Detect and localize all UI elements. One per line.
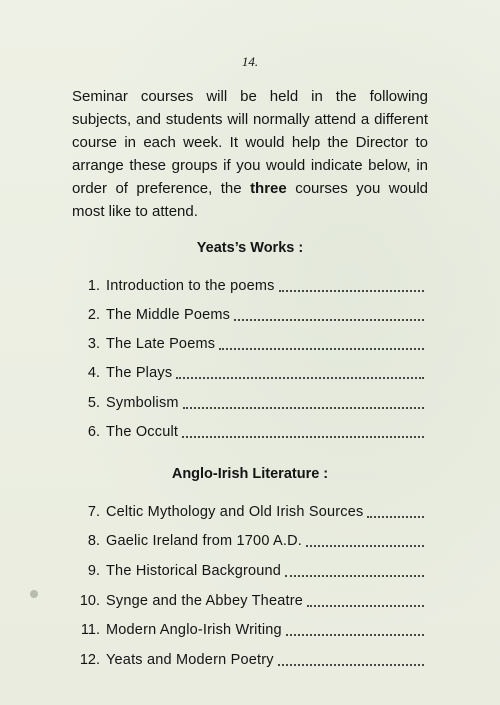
intro-emphasis: three bbox=[250, 180, 287, 197]
course-item bbox=[68, 422, 424, 442]
course-number: 10. bbox=[79, 593, 100, 609]
dotted-leader bbox=[306, 531, 424, 547]
course-number: 12. bbox=[79, 652, 100, 668]
dotted-leader bbox=[307, 591, 424, 607]
course-title: The Late Poems bbox=[106, 336, 216, 352]
course-item bbox=[68, 650, 424, 670]
page-number: 14. bbox=[241, 54, 259, 69]
course-number: 4. bbox=[87, 365, 100, 381]
course-title: Symbolism bbox=[106, 395, 179, 411]
intro-text-start: Seminar courses will be held in the following subjects, and students will normally attend a different course in each week. It would help the Director to arrange these groups if you would indicate below, in order of preference, the bbox=[72, 88, 428, 197]
course-item bbox=[68, 502, 424, 522]
dotted-leader bbox=[176, 363, 424, 379]
course-number: 2. bbox=[87, 307, 100, 323]
dotted-leader bbox=[234, 305, 424, 321]
course-number: 9. bbox=[87, 563, 100, 579]
dotted-leader bbox=[286, 620, 424, 636]
course-title: Modern Anglo-Irish Writing bbox=[106, 622, 282, 638]
section-heading-yeats-works: Yeats’s Works : bbox=[196, 240, 304, 256]
dotted-leader bbox=[183, 393, 424, 409]
intro-paragraph bbox=[72, 85, 428, 223]
course-item bbox=[68, 620, 424, 640]
course-title: The Occult bbox=[106, 424, 179, 440]
course-item bbox=[68, 591, 424, 611]
course-number: 5. bbox=[87, 395, 100, 411]
course-title: The Plays bbox=[106, 365, 173, 381]
dotted-leader bbox=[219, 334, 424, 350]
dotted-leader bbox=[279, 276, 424, 292]
course-item bbox=[68, 393, 424, 413]
course-title: The Historical Background bbox=[106, 563, 282, 579]
dotted-leader bbox=[278, 650, 424, 666]
course-item bbox=[68, 363, 424, 383]
course-item bbox=[68, 334, 424, 354]
punch-hole bbox=[30, 590, 38, 598]
course-title: Gaelic Ireland from 1700 A.D. bbox=[106, 533, 303, 549]
course-number: 7. bbox=[87, 504, 100, 520]
course-title: The Middle Poems bbox=[106, 307, 231, 323]
course-item bbox=[68, 561, 424, 581]
section-heading-anglo-irish-literature: Anglo-Irish Literature : bbox=[171, 466, 329, 482]
course-number: 3. bbox=[87, 336, 100, 352]
course-title: Synge and the Abbey Theatre bbox=[106, 593, 304, 609]
course-title: Celtic Mythology and Old Irish Sources bbox=[106, 504, 364, 520]
course-item bbox=[68, 276, 424, 296]
dotted-leader bbox=[182, 422, 424, 438]
intro-text-end: courses you would most like to attend. bbox=[72, 180, 428, 220]
course-number: 6. bbox=[87, 424, 100, 440]
dotted-leader bbox=[285, 561, 424, 577]
dotted-leader bbox=[367, 502, 424, 518]
course-item bbox=[68, 305, 424, 325]
course-number: 11. bbox=[80, 622, 100, 638]
course-item bbox=[68, 531, 424, 551]
course-title: Yeats and Modern Poetry bbox=[106, 652, 274, 668]
course-title: Introduction to the poems bbox=[106, 278, 275, 294]
course-number: 8. bbox=[87, 533, 100, 549]
course-number: 1. bbox=[87, 278, 100, 294]
